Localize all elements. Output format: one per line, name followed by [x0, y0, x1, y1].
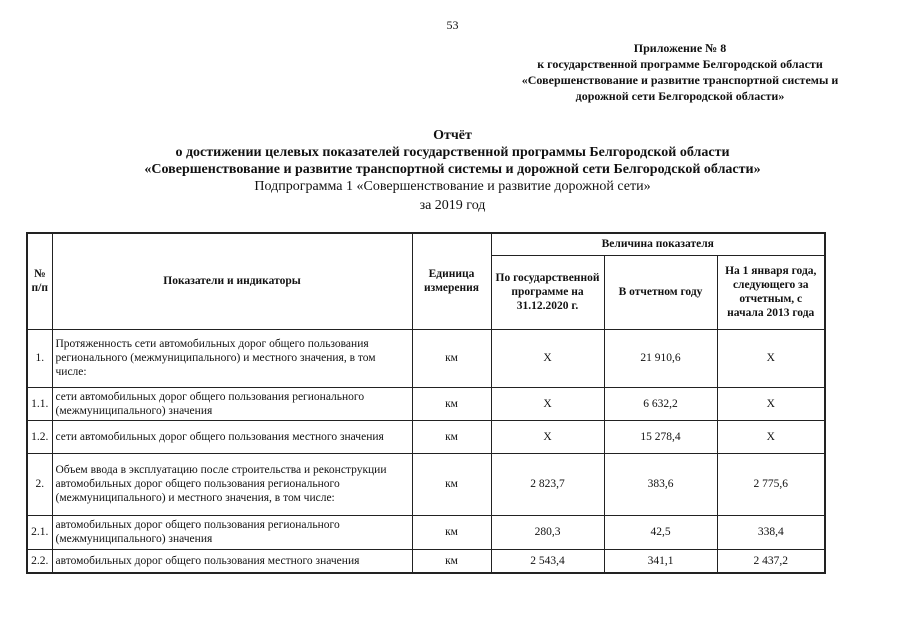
row-report: 341,1	[604, 549, 717, 573]
appendix-header	[470, 40, 890, 104]
header-value-group: Величина показателя	[491, 233, 825, 255]
row-unit: км	[412, 453, 491, 515]
row-program: 280,3	[491, 515, 604, 549]
row-report: 42,5	[604, 515, 717, 549]
title-line-2: о достижении целевых показателей государственной программы Белгородской области	[175, 145, 730, 160]
row-program: Х	[491, 387, 604, 420]
table-row	[27, 453, 825, 515]
row-report: 15 278,4	[604, 420, 717, 453]
row-jan: Х	[717, 420, 825, 453]
table-row	[27, 329, 825, 387]
row-indicator: Объем ввода в эксплуатацию после строительства и реконструкции автомобильных дорог общего пользования регионального (межмуниципального) и местного значения, в том числе:	[52, 453, 412, 515]
header-num: № п/п	[27, 233, 52, 329]
report-year: за 2019 год	[419, 198, 486, 213]
header-jan: На 1 января года, следующего за отчетным, с начала 2013 года	[717, 255, 825, 329]
table-row	[27, 420, 825, 453]
row-num: 2.	[27, 453, 52, 515]
header-report: В отчетном году	[604, 255, 717, 329]
table-row	[27, 549, 825, 573]
row-num: 1.2.	[27, 420, 52, 453]
row-jan: Х	[717, 329, 825, 387]
row-num: 2.1.	[27, 515, 52, 549]
row-report: 6 632,2	[604, 387, 717, 420]
indicators-table	[26, 232, 826, 574]
appendix-line-4: дорожной сети Белгородской области»	[575, 89, 785, 103]
header-unit: Единица измерения	[412, 233, 491, 329]
row-unit: км	[412, 420, 491, 453]
row-jan: 2 775,6	[717, 453, 825, 515]
row-indicator: Протяженность сети автомобильных дорог общего пользования регионального (межмуниципального) и местного значения, в том числе:	[52, 329, 412, 387]
row-indicator: автомобильных дорог общего пользования местного значения	[52, 549, 412, 573]
row-num: 2.2.	[27, 549, 52, 573]
row-jan: 338,4	[717, 515, 825, 549]
row-report: 21 910,6	[604, 329, 717, 387]
row-unit: км	[412, 329, 491, 387]
row-jan: 2 437,2	[717, 549, 825, 573]
row-program: 2 543,4	[491, 549, 604, 573]
row-unit: км	[412, 387, 491, 420]
row-unit: км	[412, 515, 491, 549]
header-indicator: Показатели и индикаторы	[52, 233, 412, 329]
row-report: 383,6	[604, 453, 717, 515]
table-row	[27, 387, 825, 420]
row-indicator: сети автомобильных дорог общего пользования регионального (межмуниципального) значения	[52, 387, 412, 420]
row-program: Х	[491, 329, 604, 387]
row-jan: Х	[717, 387, 825, 420]
header-program: По государственной программе на 31.12.2020 г.	[491, 255, 604, 329]
row-indicator: автомобильных дорог общего пользования регионального (межмуниципального) значения	[52, 515, 412, 549]
row-num: 1.1.	[27, 387, 52, 420]
row-num: 1.	[27, 329, 52, 387]
appendix-line-1: Приложение № 8	[633, 41, 727, 55]
page-number: 53	[446, 18, 459, 32]
row-indicator: сети автомобильных дорог общего пользования местного значения	[52, 420, 412, 453]
title-line-3: «Совершенствование и развитие транспортной системы и дорожной сети Белгородской области»	[144, 162, 761, 177]
subprogram-title: Подпрограмма 1 «Совершенствование и развитие дорожной сети»	[254, 179, 651, 194]
row-program: 2 823,7	[491, 453, 604, 515]
report-title	[0, 127, 905, 214]
appendix-line-2: к государственной программе Белгородской области	[537, 57, 823, 71]
row-unit: км	[412, 549, 491, 573]
row-program: Х	[491, 420, 604, 453]
appendix-line-3: «Совершенствование и развитие транспортной системы и	[521, 73, 839, 87]
title-line-1: Отчёт	[433, 128, 472, 143]
table-row	[27, 515, 825, 549]
